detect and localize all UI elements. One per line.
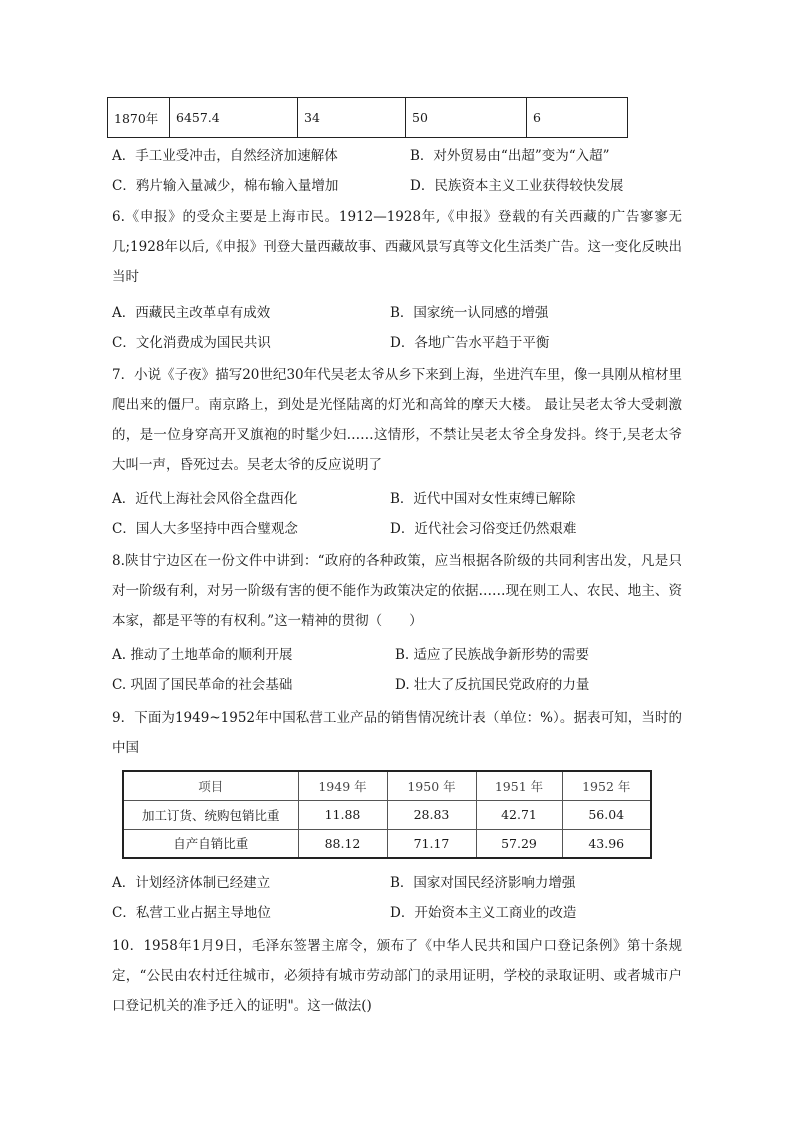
- table-cell: 42.71: [476, 800, 562, 829]
- table-header: 项目: [123, 771, 298, 800]
- table-header-row: [123, 771, 651, 800]
- table-cell: 57.29: [476, 829, 562, 858]
- table-cell-label: 加工订货、统购包销比重: [123, 800, 298, 829]
- q7-option-b: B．近代中国对女性束缚已解除: [390, 491, 576, 507]
- q7-option-c: C．国人大多坚持中西合璧观念: [112, 521, 298, 537]
- table-header: 1950 年: [387, 771, 476, 800]
- q6-option-c: C．文化消费成为国民共识: [112, 335, 271, 351]
- table-row: [123, 829, 651, 858]
- table-cell: 88.12: [298, 829, 387, 858]
- table-header: 1949 年: [298, 771, 387, 800]
- q8-option-c: C. 巩固了国民革命的社会基础: [112, 677, 293, 693]
- table-row: [123, 800, 651, 829]
- table-cell: 34: [298, 98, 406, 138]
- table-cell-year: 1870年: [108, 98, 170, 138]
- table-cell: 11.88: [298, 800, 387, 829]
- table-cell: 6: [527, 98, 628, 138]
- q8-option-a: A. 推动了土地革命的顺利开展: [112, 647, 293, 663]
- table-cell: 6457.4: [170, 98, 298, 138]
- q5-option-c: C．鸦片输入量减少，棉布输入量增加: [112, 178, 339, 194]
- table-cell: 56.04: [562, 800, 651, 829]
- q9-sales-table: [122, 770, 652, 859]
- table-header: 1952 年: [562, 771, 651, 800]
- q5-option-d: D．民族资本主义工业获得较快发展: [410, 178, 624, 194]
- q7-option-d: D．近代社会习俗变迁仍然艰难: [390, 521, 577, 537]
- q6-option-b: B．国家统一认同感的增强: [390, 305, 549, 321]
- q5-option-a: A．手工业受冲击，自然经济加速解体: [112, 148, 338, 164]
- table-cell: 50: [406, 98, 527, 138]
- q9-stem: 9．下面为1949~1952年中国私营工业产品的销售情况统计表（单位：%）。据表可知，当时的中国: [112, 710, 682, 756]
- table-cell: 71.17: [387, 829, 476, 858]
- q10-stem: 10．1958年1月9日，毛泽东签署主席令，颁布了《中华人民共和国户口登记条例》第十条规定，“公民由农村迁往城市，必须持有城市劳动部门的录用证明，学校的录取证明、或者城市户口登记机关的准予迁入的证明"。这一做法(): [112, 938, 682, 1014]
- q9-option-d: D．开始资本主义工商业的改造: [390, 905, 577, 921]
- q6-option-d: D．各地广告水平趋于平衡: [390, 335, 550, 351]
- q9-option-b: B．国家对国民经济影响力增强: [390, 875, 576, 891]
- q7-stem: 7．小说《子夜》描写20世纪30年代吴老太爷从乡下来到上海，坐进汽车里，像一具刚从棺材里爬出来的僵尸。南京路上，到处是光怪陆离的灯光和高耸的摩天大楼。 最让吴老太爷大受刺激的，是一位身穿高开叉旗袍的时髦少妇……这情形，不禁让吴老太爷全身发抖。终于,吴老太爷大叫一声，昏死过去。吴老太爷的反应说明了: [112, 367, 682, 473]
- q9-option-a: A．计划经济体制已经建立: [112, 875, 271, 891]
- q8-option-d: D. 壮大了反抗国民党政府的力量: [395, 677, 590, 693]
- table-cell-label: 自产自销比重: [123, 829, 298, 858]
- q6-option-a: A．西藏民主改革卓有成效: [112, 305, 271, 321]
- trade-data-table: [107, 97, 628, 138]
- q8-stem: 8.陕甘宁边区在一份文件中讲到：“政府的各种政策，应当根据各阶级的共同利害出发，凡是只对一阶级有利，对另一阶级有害的便不能作为政策决定的依据……现在则工人、农民、地主、资本家，都是平等的有权利。”这一精神的贯彻（ ）: [112, 553, 682, 629]
- table-header: 1951 年: [476, 771, 562, 800]
- table-cell: 28.83: [387, 800, 476, 829]
- table-row: [108, 98, 628, 138]
- q8-option-b: B. 适应了民族战争新形势的需要: [395, 647, 590, 663]
- q5-option-b: B．对外贸易由“出超”变为“入超”: [410, 148, 610, 164]
- table-cell: 43.96: [562, 829, 651, 858]
- q9-option-c: C．私营工业占据主导地位: [112, 905, 271, 921]
- q7-option-a: A．近代上海社会风俗全盘西化: [112, 491, 298, 507]
- q6-stem: 6.《申报》的受众主要是上海市民。1912—1928年,《申报》登载的有关西藏的广告寥寥无几;1928年以后,《申报》刊登大量西藏故事、西藏风景写真等文化生活类广告。这一变化反映出当时: [112, 209, 682, 285]
